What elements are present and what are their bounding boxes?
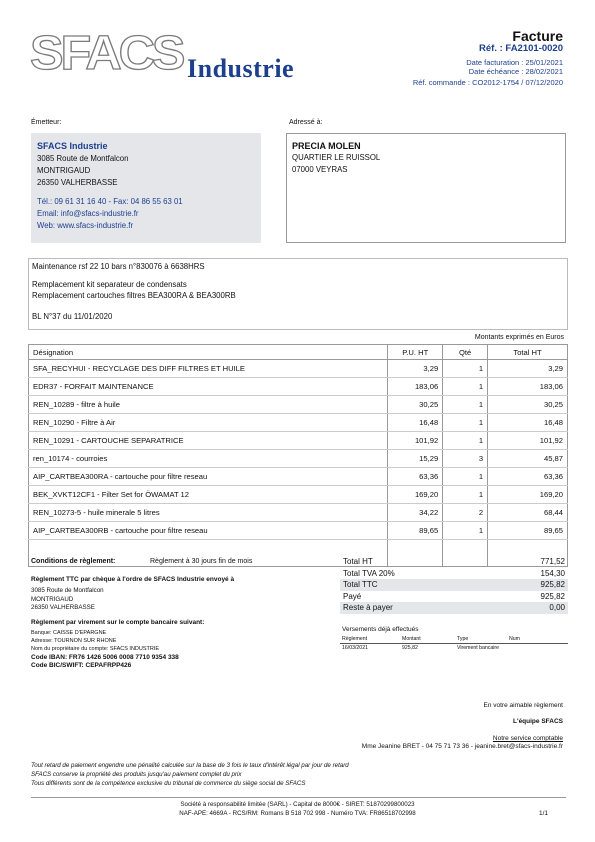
- totals-row: [340, 591, 568, 603]
- cell-total: 68,44: [488, 504, 568, 522]
- footer-divider: [31, 797, 566, 798]
- cell-total: 30,25: [488, 396, 568, 414]
- cell-quantity: 1: [443, 486, 488, 504]
- payments-col-amount: Montant: [400, 635, 455, 644]
- payment-amount: 925,82: [402, 645, 418, 651]
- payment-conditions-label: Conditions de règlement:: [31, 558, 116, 565]
- company-legal-info: Société à responsabilité limitée (SARL) - Capital de 8000€ - SIRET: 51870299800023: [180, 801, 415, 808]
- table-header-row: [29, 345, 568, 360]
- emitter-city: MONTRIGAUD: [37, 166, 91, 175]
- cell-quantity: 1: [443, 468, 488, 486]
- description-line: BL N°37 du 11/01/2020: [32, 312, 113, 321]
- accounting-service: Notre service comptable: [492, 735, 563, 742]
- col-quantity: Qté: [443, 345, 488, 360]
- transfer-instructions: Règlement par virement sur le compte bancaire suivant:: [31, 619, 205, 626]
- emitter-name: SFACS Industrie: [37, 141, 108, 151]
- totals-label: Total HT: [343, 557, 373, 567]
- cell-unit-price: 169,20: [388, 486, 443, 504]
- table-row: [29, 360, 568, 378]
- cell-designation: BEK_XVKT12CF1 - Filter Set for ÖWAMAT 12: [29, 486, 388, 504]
- cell-quantity: 1: [443, 414, 488, 432]
- legal-line: Tout retard de paiement engendre une pénalité calculée sur la base de 3 fois le taux d'intérêt légal par jour de retard: [31, 762, 349, 769]
- cell-unit-price: 34,22: [388, 504, 443, 522]
- cell-quantity: 3: [443, 450, 488, 468]
- payment-type: Virement bancaire: [457, 645, 500, 651]
- payment-conditions-value: Règlement à 30 jours fin de mois: [150, 558, 253, 565]
- invoice-ref: Réf. : FA2101-0020: [479, 43, 563, 54]
- table-row: [29, 414, 568, 432]
- cell-unit-price: 101,92: [388, 432, 443, 450]
- payments-col-num: Num: [507, 635, 568, 644]
- totals-label: Reste à payer: [340, 602, 489, 614]
- cheque-address: 3085 Route de Montfalcon: [31, 587, 104, 594]
- payments-header-row: [340, 635, 568, 644]
- invoice-date: Date facturation : 25/01/2021: [466, 58, 563, 67]
- cell-unit-price: 63,36: [388, 468, 443, 486]
- cell-total: 101,92: [488, 432, 568, 450]
- description-line: Remplacement kit separateur de condensats: [32, 280, 187, 289]
- invoice-description: [28, 258, 568, 330]
- emitter-zip-city: 26350 VALHERBASSE: [37, 178, 118, 187]
- emitter-email[interactable]: Email: info@sfacs-industrie.fr: [37, 209, 139, 218]
- cell-designation: AIP_CARTBEA300RA - cartouche pour filtre reseau: [29, 468, 388, 486]
- page-number: 1/1: [538, 810, 548, 817]
- cell-designation: ren_10174 - courroies: [29, 450, 388, 468]
- totals-value: 925,82: [540, 591, 565, 601]
- emitter-address: 3085 Route de Montfalcon: [37, 154, 129, 163]
- table-row: [29, 396, 568, 414]
- company-logo: [30, 28, 310, 86]
- emitter-box: [31, 133, 261, 243]
- cell-quantity: 2: [443, 504, 488, 522]
- legal-line: SFACS conserve la propriété des produits jusqu'au paiement complet du prix: [31, 771, 242, 778]
- cheque-instructions: Règlement TTC par chèque à l'ordre de SFACS Industrie envoyé à: [31, 576, 235, 583]
- payment-num: [507, 644, 568, 653]
- closing-regards: En votre aimable règlement: [483, 702, 563, 709]
- cheque-address: MONTRIGAUD: [31, 596, 74, 603]
- cell-total: 63,36: [488, 468, 568, 486]
- iban: Code IBAN: FR76 1426 5006 0008 7710 9354 338: [31, 654, 179, 661]
- closing-team: L'équipe SFACS: [513, 718, 563, 725]
- payment-row: [340, 644, 568, 653]
- cell-quantity: 1: [443, 396, 488, 414]
- cell-unit-price: 15,29: [388, 450, 443, 468]
- col-designation: Désignation: [29, 345, 388, 360]
- payments-title: Versements déjà effectués: [342, 626, 419, 633]
- emitter-phone: Tél.: 09 61 31 16 40 - Fax: 04 86 55 63 01: [37, 197, 183, 206]
- totals-value: 771,52: [540, 557, 565, 567]
- totals-row: [340, 568, 568, 580]
- totals-label: Payé: [343, 591, 362, 601]
- cell-designation: SFA_RECYHUI - RECYCLAGE DES DIFF FILTRES ET HUILE: [29, 360, 388, 378]
- payments-col-date: Règlement: [340, 635, 400, 644]
- payment-date: 16/03/2021: [342, 645, 368, 651]
- document-title: Facture: [512, 28, 563, 44]
- cell-designation: REN_10289 - filtre à huile: [29, 396, 388, 414]
- col-unit-price: P.U. HT: [388, 345, 443, 360]
- totals-row: [340, 602, 568, 614]
- totals-value: 0,00: [489, 602, 568, 614]
- cell-total: 183,06: [488, 378, 568, 396]
- totals-label: Total TTC: [340, 579, 489, 591]
- recipient-box: [286, 133, 566, 243]
- emitter-web[interactable]: Web: www.sfacs-industrie.fr: [37, 221, 134, 230]
- cell-total: 16,48: [488, 414, 568, 432]
- totals-table: [340, 556, 568, 614]
- totals-value: 925,82: [489, 579, 568, 591]
- cell-unit-price: 183,06: [388, 378, 443, 396]
- payments-table: [340, 635, 568, 652]
- cell-designation: REN_10273-5 - huile minerale 5 litres: [29, 504, 388, 522]
- currency-note: Montants exprimés en Euros: [474, 334, 564, 341]
- recipient-address: QUARTIER LE RUISSOL: [292, 153, 381, 162]
- cell-quantity: 1: [443, 432, 488, 450]
- table-row: [29, 432, 568, 450]
- accounting-contact[interactable]: Mme Jeanine BRET - 04 75 71 73 36 - jeanine.bret@sfacs-industrie.fr: [361, 743, 563, 750]
- items-table: [28, 344, 568, 567]
- totals-label: Total TVA 20%: [343, 568, 395, 578]
- logo-subtitle: Industrie: [187, 54, 295, 83]
- cell-quantity: 1: [443, 378, 488, 396]
- cell-total: 89,65: [488, 522, 568, 540]
- cell-designation: AIP_CARTBEA300RB - cartouche pour filtre reseau: [29, 522, 388, 540]
- bic: Code BIC/SWIFT: CEPAFRPP426: [31, 662, 132, 669]
- col-total: Total HT: [488, 345, 568, 360]
- legal-line: Tous différents sont de la compétence exclusive du tribunal de commerce du siège social de SFACS: [31, 780, 306, 787]
- bank-name: Banque: CAISSE D'EPARGNE: [31, 630, 107, 636]
- cell-designation: REN_10290 - Filtre à Air: [29, 414, 388, 432]
- table-row: [29, 486, 568, 504]
- cell-total: 169,20: [488, 486, 568, 504]
- description-line: Remplacement cartouches filtres BEA300RA & BEA300RB: [32, 291, 236, 300]
- table-row: [29, 378, 568, 396]
- due-date: Date échéance : 28/02/2021: [468, 67, 563, 76]
- recipient-label: Adressé à:: [289, 119, 323, 126]
- table-row: [29, 504, 568, 522]
- emitter-label: Émetteur:: [31, 119, 62, 126]
- cell-quantity: 1: [443, 522, 488, 540]
- cell-quantity: 1: [443, 360, 488, 378]
- recipient-zip-city: 07000 VEYRAS: [292, 165, 348, 174]
- cell-total: 3,29: [488, 360, 568, 378]
- logo-wordmark: SFACS: [30, 27, 183, 80]
- cell-designation: EDR37 - FORFAIT MAINTENANCE: [29, 378, 388, 396]
- recipient-name: PRECIA MOLEN: [292, 141, 361, 151]
- company-registration: NAF-APE: 4669A - RCS/RM: Romans B 518 702 998 - Numéro TVA: FR86518702998: [179, 810, 416, 817]
- table-row: [29, 522, 568, 540]
- cell-unit-price: 30,25: [388, 396, 443, 414]
- table-row: [29, 468, 568, 486]
- table-row: [29, 450, 568, 468]
- cell-total: 45,87: [488, 450, 568, 468]
- cheque-address: 26350 VALHERBASSE: [31, 604, 95, 611]
- totals-row: [340, 556, 568, 568]
- payments-col-type: Type: [455, 635, 507, 644]
- cell-unit-price: 16,48: [388, 414, 443, 432]
- description-line: Maintenance rsf 22 10 bars n°830076 à 6638HRS: [32, 262, 205, 271]
- bank-owner: Nom du propriétaire du compte: SFACS INDUSTRIE: [31, 646, 160, 652]
- totals-value: 154,30: [540, 568, 565, 578]
- order-ref: Réf. commande : CO2012-1754 / 07/12/2020: [412, 78, 563, 87]
- cell-designation: REN_10291 - CARTOUCHE SEPARATRICE: [29, 432, 388, 450]
- cell-unit-price: 89,65: [388, 522, 443, 540]
- totals-row: [340, 579, 568, 591]
- cell-unit-price: 3,29: [388, 360, 443, 378]
- bank-address: Adresse: TOURNON SUR RHONE: [31, 638, 117, 644]
